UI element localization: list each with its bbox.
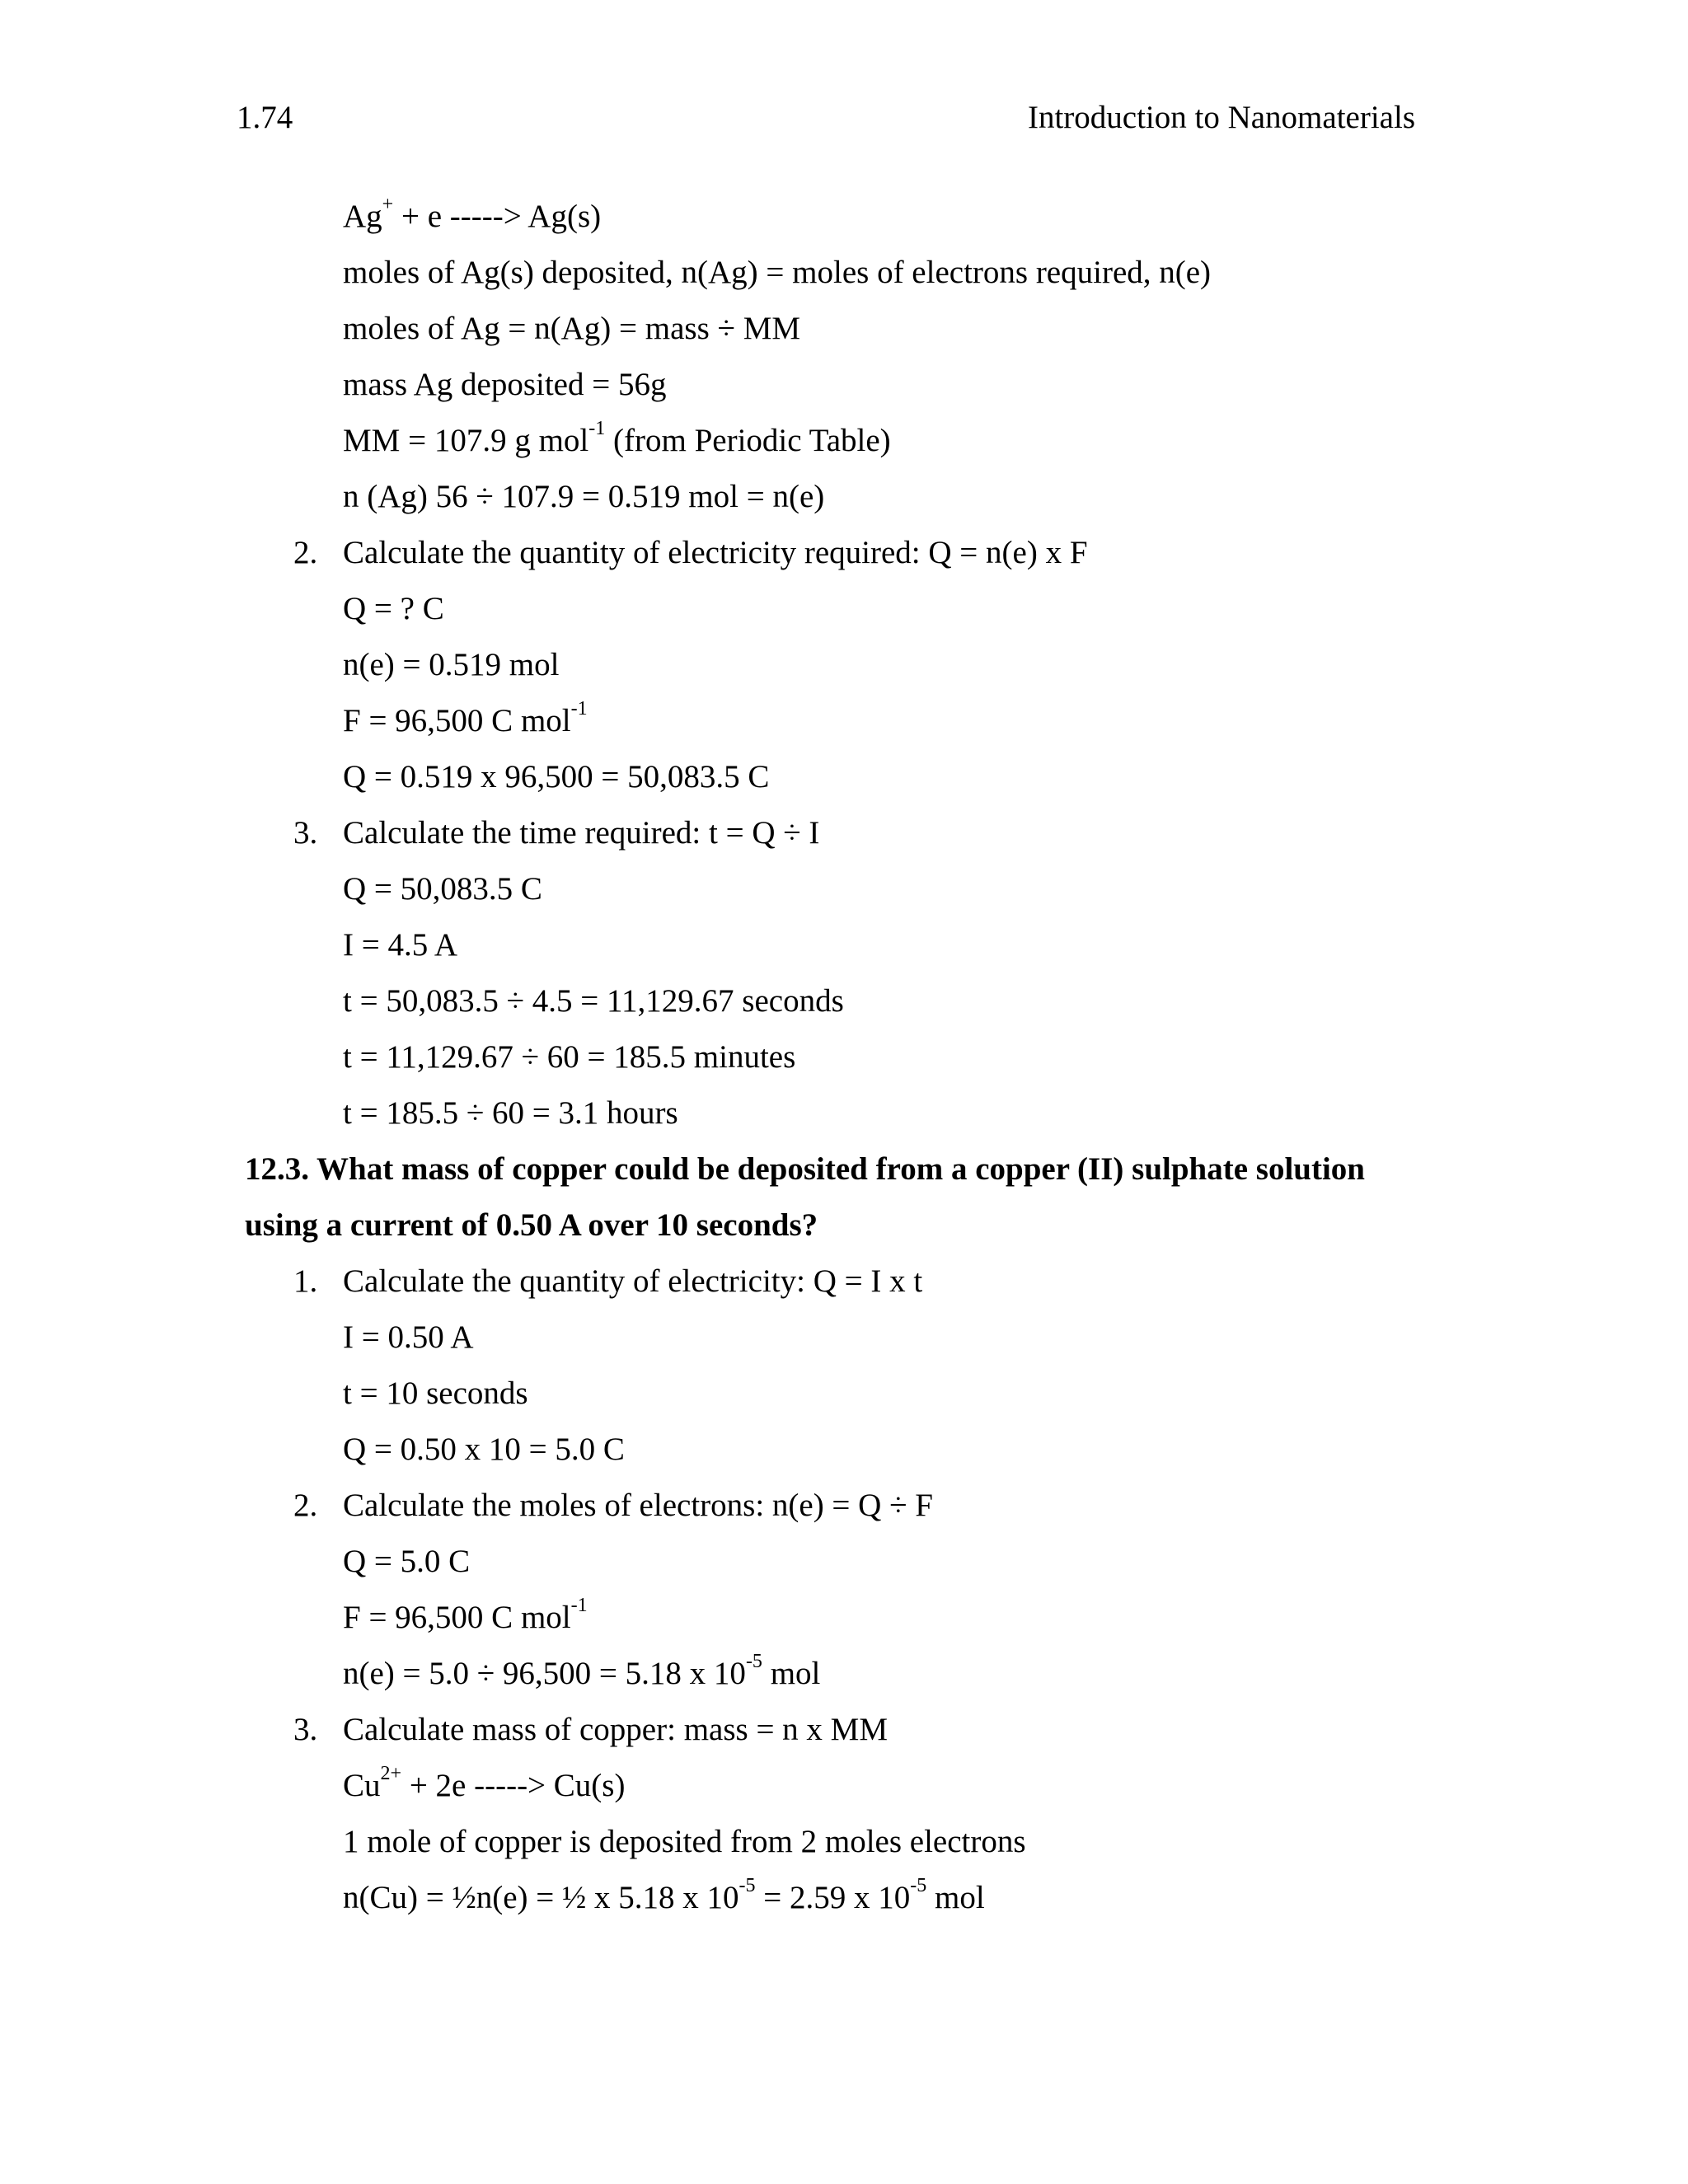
running-header-title: Introduction to Nanomaterials <box>1027 100 1415 135</box>
text-line: t = 11,129.67 ÷ 60 = 185.5 minutes <box>343 1039 796 1075</box>
step-number: 1. <box>293 1263 318 1299</box>
step-number: 3. <box>293 815 318 851</box>
text-line-molar-mass: MM = 107.9 g mol$^{-1}$ (from Periodic Table) <box>343 418 891 458</box>
step-number: 2. <box>293 1488 318 1523</box>
step-text: Calculate the time required: t = Q ÷ I <box>343 815 820 851</box>
text-line: Q = 0.519 x 96,500 = 50,083.5 C <box>343 759 770 794</box>
text-line: moles of Ag(s) deposited, n(Ag) = moles of electrons required, n(e) <box>343 255 1212 290</box>
step-item <box>293 1485 933 1526</box>
step-number: 2. <box>293 535 318 570</box>
step-item <box>293 1261 922 1302</box>
text-line: I = 0.50 A <box>343 1319 474 1355</box>
question-heading-line-2: using a current of 0.50 A over 10 seconds? <box>245 1207 818 1243</box>
text-line-moles-electrons: n(e) = 5.0 ÷ 96,500 = 5.18 x $10^{-5}$ mol <box>343 1651 821 1691</box>
step-text: Calculate mass of copper: mass = n x MM <box>343 1712 889 1747</box>
text-line: Q = 5.0 C <box>343 1544 471 1579</box>
text-line: t = 50,083.5 ÷ 4.5 = 11,129.67 seconds <box>343 983 844 1019</box>
text-line: n(e) = 0.519 mol <box>343 647 560 682</box>
text-line: moles of Ag = n(Ag) = mass ÷ MM <box>343 311 801 346</box>
text-line: t = 10 seconds <box>343 1376 528 1411</box>
step-item <box>293 813 819 854</box>
text-line: mass Ag deposited = 56g <box>343 367 667 402</box>
step-item <box>293 1709 888 1750</box>
equation-copper-reduction: $Cu^{2+} + 2e$ -----> Cu(s) <box>343 1763 626 1803</box>
text-line: I = 4.5 A <box>343 927 457 963</box>
text-line: Q = ? C <box>343 591 444 626</box>
text-line-faraday: F = 96,500 C mol$^{-1}$ <box>343 698 588 738</box>
text-line: Q = 0.50 x 10 = 5.0 C <box>343 1432 625 1467</box>
step-text: Calculate the quantity of electricity: Q = I x t <box>343 1263 923 1299</box>
text-line: Q = 50,083.5 C <box>343 871 542 907</box>
text-line: 1 mole of copper is deposited from 2 moles electrons <box>343 1824 1026 1859</box>
step-text: Calculate the moles of electrons: n(e) = Q ÷ F <box>343 1488 933 1523</box>
text-line-moles-copper: n(Cu) = ½n(e) = ½ x 5.18 x $10^{-5} = 2.59$ x $10^{-5}$ mol <box>343 1875 985 1915</box>
equation-silver-reduction: Ag+ + e -----> Ag(s) <box>343 194 602 234</box>
step-number: 3. <box>293 1712 318 1747</box>
step-text: Calculate the quantity of electricity required: Q = n(e) x F <box>343 535 1088 570</box>
step-item <box>293 532 1088 574</box>
text-line: n (Ag) 56 ÷ 107.9 = 0.519 mol = n(e) <box>343 479 825 514</box>
text-line: t = 185.5 ÷ 60 = 3.1 hours <box>343 1095 678 1131</box>
text-line-faraday: F = 96,500 C mol$^{-1}$ <box>343 1595 588 1635</box>
question-heading-line-1: 12.3. What mass of copper could be deposited from a copper (II) sulphate solution <box>245 1151 1365 1187</box>
page-number: 1.74 <box>237 100 293 135</box>
